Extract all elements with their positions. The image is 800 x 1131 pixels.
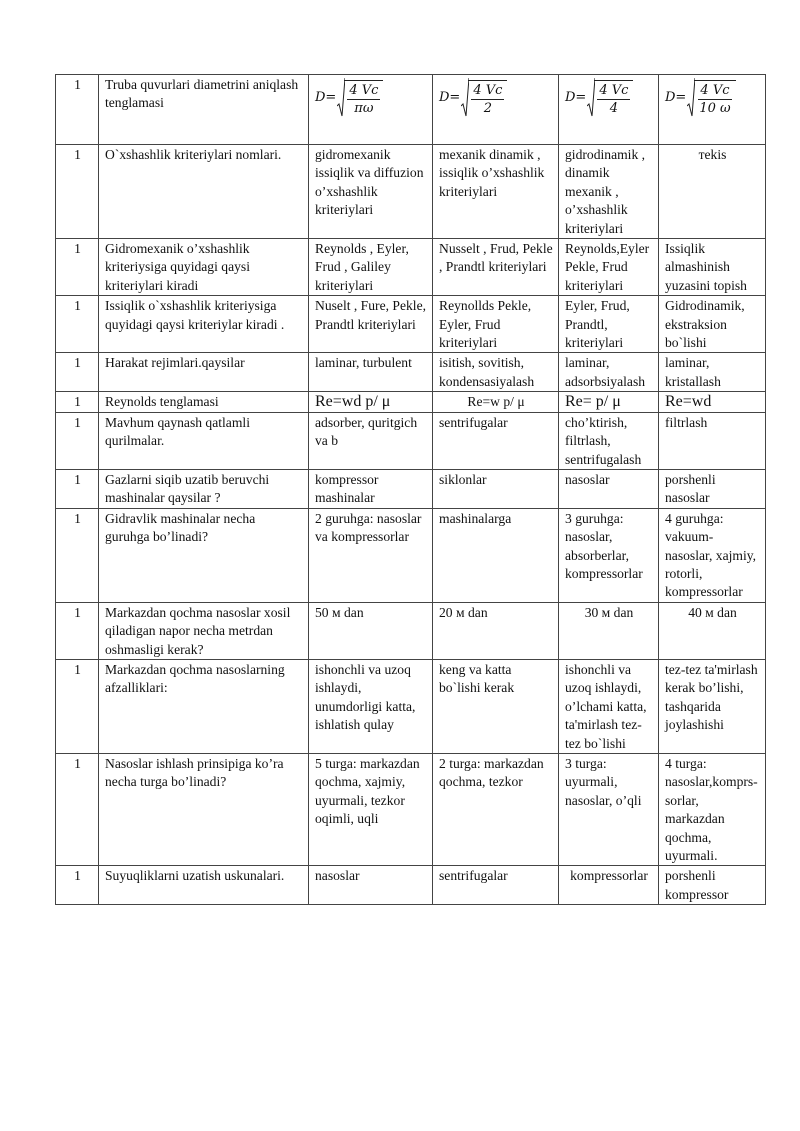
answer-cell: 5 turga: markazdan qochma, xajmiy, uyurmali, tezkor oqimli, uqli	[309, 754, 433, 866]
answer-cell: Reynolds,Eyler Pekle, Frud kriteriylari	[559, 239, 659, 296]
answer-cell: siklonlar	[433, 469, 559, 508]
answer-cell: 3 turga: uyurmali, nasoslar, o’qli	[559, 754, 659, 866]
table-row	[56, 353, 766, 392]
answer-cell: тekis	[659, 145, 766, 239]
table-row	[56, 239, 766, 296]
formula-denominator: 2	[483, 100, 492, 116]
formula-numerator: 4 Vc	[599, 82, 629, 98]
answer-cell: 2 guruhga: nasoslar va kompressorlar	[309, 508, 433, 602]
answer-cell	[309, 75, 433, 145]
answer-cell	[433, 75, 559, 145]
answer-cell: Re=w p/ μ	[433, 392, 559, 412]
answer-cell: Re=wd p/ μ	[309, 392, 433, 412]
answer-cell: laminar, turbulent	[309, 353, 433, 392]
row-number: 1	[56, 866, 99, 905]
question-cell: Markazdan qochma nasoslar xosil qiladigan napor necha metrdan oshmasligi kerak?	[99, 602, 309, 659]
answer-cell	[659, 75, 766, 145]
formula-lhs: D=	[565, 89, 587, 105]
answer-cell: laminar, kristallash	[659, 353, 766, 392]
question-cell: Harakat rejimlari.qaysilar	[99, 353, 309, 392]
formula-denominator: 10 ω	[699, 100, 731, 116]
answer-cell: filtrlash	[659, 412, 766, 469]
table-row	[56, 754, 766, 866]
answer-cell: porshenli kompressor	[659, 866, 766, 905]
question-cell: Nasoslar ishlash prinsipiga ko’ra necha turga bo’linadi?	[99, 754, 309, 866]
answer-cell: Re=wd	[659, 392, 766, 412]
answer-cell: mashinalarga	[433, 508, 559, 602]
formula-numerator: 4 Vc	[700, 82, 730, 98]
answer-cell: Gidrodinamik, ekstraksion bo`lishi	[659, 296, 766, 353]
answer-cell: Reynolds , Eyler, Frud , Galiley kriteriylari	[309, 239, 433, 296]
formula	[565, 78, 633, 118]
formula	[665, 78, 736, 118]
answer-cell: 40 м dan	[659, 602, 766, 659]
formula	[439, 78, 507, 118]
table-row	[56, 508, 766, 602]
answer-cell: kompressor mashinalar	[309, 469, 433, 508]
answer-cell: 4 turga: nasoslar,komprs-sorlar, markazdan qochma, uyurmali.	[659, 754, 766, 866]
answer-cell: Issiqlik almashinish yuzasini topish	[659, 239, 766, 296]
question-cell: Issiqlik o`xshashlik kriteriysiga quyidagi qaysi kriteriylar kiradi .	[99, 296, 309, 353]
row-number: 1	[56, 392, 99, 412]
answer-cell: 2 turga: markazdan qochma, tezkor	[433, 754, 559, 866]
table-row	[56, 296, 766, 353]
question-cell: Gazlarni siqib uzatib beruvchi mashinalar qaysilar ?	[99, 469, 309, 508]
row-number: 1	[56, 145, 99, 239]
row-number: 1	[56, 659, 99, 753]
formula	[315, 78, 383, 118]
question-cell: Gidromexanik o’xshashlik kriteriysiga quyidagi qaysi kriteriylari kiradi	[99, 239, 309, 296]
table-row	[56, 392, 766, 412]
formula-lhs: D=	[665, 89, 687, 105]
answer-cell: keng va katta bo`lishi kerak	[433, 659, 559, 753]
answer-cell: porshenli nasoslar	[659, 469, 766, 508]
answer-cell: Re= p/ μ	[559, 392, 659, 412]
answer-cell: 3 guruhga: nasoslar, absorberlar, kompressorlar	[559, 508, 659, 602]
row-number: 1	[56, 602, 99, 659]
answer-cell: Reynollds Pekle, Eyler, Frud kriteriylari	[433, 296, 559, 353]
table-row	[56, 602, 766, 659]
answer-cell: nasoslar	[309, 866, 433, 905]
answer-cell: laminar, adsorbsiyalash	[559, 353, 659, 392]
answer-cell: sentrifugalar	[433, 866, 559, 905]
answer-cell: cho’ktirish, filtrlash, sentrifugalash	[559, 412, 659, 469]
answer-cell: 4 guruhga: vakuum-nasoslar, xajmiy, rotorli, kompressorlar	[659, 508, 766, 602]
answer-cell: nasoslar	[559, 469, 659, 508]
table-row	[56, 75, 766, 145]
row-number: 1	[56, 469, 99, 508]
formula-lhs: D=	[315, 89, 337, 105]
row-number: 1	[56, 412, 99, 469]
question-cell: Suyuqliklarni uzatish uskunalari.	[99, 866, 309, 905]
table-row	[56, 469, 766, 508]
question-cell: Mavhum qaynash qatlamli qurilmalar.	[99, 412, 309, 469]
answer-cell	[559, 75, 659, 145]
answer-cell: Nuselt , Fure, Pekle, Prandtl kriteriylari	[309, 296, 433, 353]
answer-cell: gidromexanik issiqlik va diffuzion o’xshashlik kriteriylari	[309, 145, 433, 239]
answer-cell: kompressorlar	[559, 866, 659, 905]
formula-lhs: D=	[439, 89, 461, 105]
answer-cell: 50 м dan	[309, 602, 433, 659]
answer-cell: 20 м dan	[433, 602, 559, 659]
formula-denominator: πω	[354, 100, 374, 116]
row-number: 1	[56, 75, 99, 145]
formula-numerator: 4 Vc	[473, 82, 503, 98]
row-number: 1	[56, 296, 99, 353]
answer-cell: isitish, sovitish, kondensasiyalash	[433, 353, 559, 392]
answer-cell: Nusselt , Frud, Pekle , Prandtl kriteriylari	[433, 239, 559, 296]
formula-denominator: 4	[609, 100, 618, 116]
answer-cell: 30 м dan	[559, 602, 659, 659]
row-number: 1	[56, 508, 99, 602]
row-number: 1	[56, 353, 99, 392]
question-cell: O`xshashlik kriteriylari nomlari.	[99, 145, 309, 239]
formula-numerator: 4 Vc	[349, 82, 379, 98]
answer-cell: Eyler, Frud, Prandtl, kriteriylari	[559, 296, 659, 353]
answer-cell: ishonchli va uzoq ishlaydi, unumdorligi katta, ishlatish qulay	[309, 659, 433, 753]
question-cell: Markazdan qochma nasoslarning afzalliklari:	[99, 659, 309, 753]
table-row	[56, 866, 766, 905]
table-row	[56, 659, 766, 753]
question-cell: Truba quvurlari diametrini aniqlash tenglamasi	[99, 75, 309, 145]
answer-cell: tez-tez ta'mirlash kerak bo’lishi, tashqarida joylashishi	[659, 659, 766, 753]
answer-cell: mexanik dinamik , issiqlik o’xshashlik kriteriylari	[433, 145, 559, 239]
answer-cell: adsorber, quritgich va b	[309, 412, 433, 469]
table-row	[56, 145, 766, 239]
question-cell: Reynolds tenglamasi	[99, 392, 309, 412]
table-row	[56, 412, 766, 469]
row-number: 1	[56, 239, 99, 296]
answer-cell: gidrodinamik , dinamik mexanik , o’xshashlik kriteriylari	[559, 145, 659, 239]
answer-cell: ishonchli va uzoq ishlaydi, o’lchami katta, ta'mirlash tez-tez bo`lishi	[559, 659, 659, 753]
row-number: 1	[56, 754, 99, 866]
answer-cell: sentrifugalar	[433, 412, 559, 469]
question-cell: Gidravlik mashinalar necha guruhga bo’linadi?	[99, 508, 309, 602]
questions-table	[55, 74, 766, 905]
